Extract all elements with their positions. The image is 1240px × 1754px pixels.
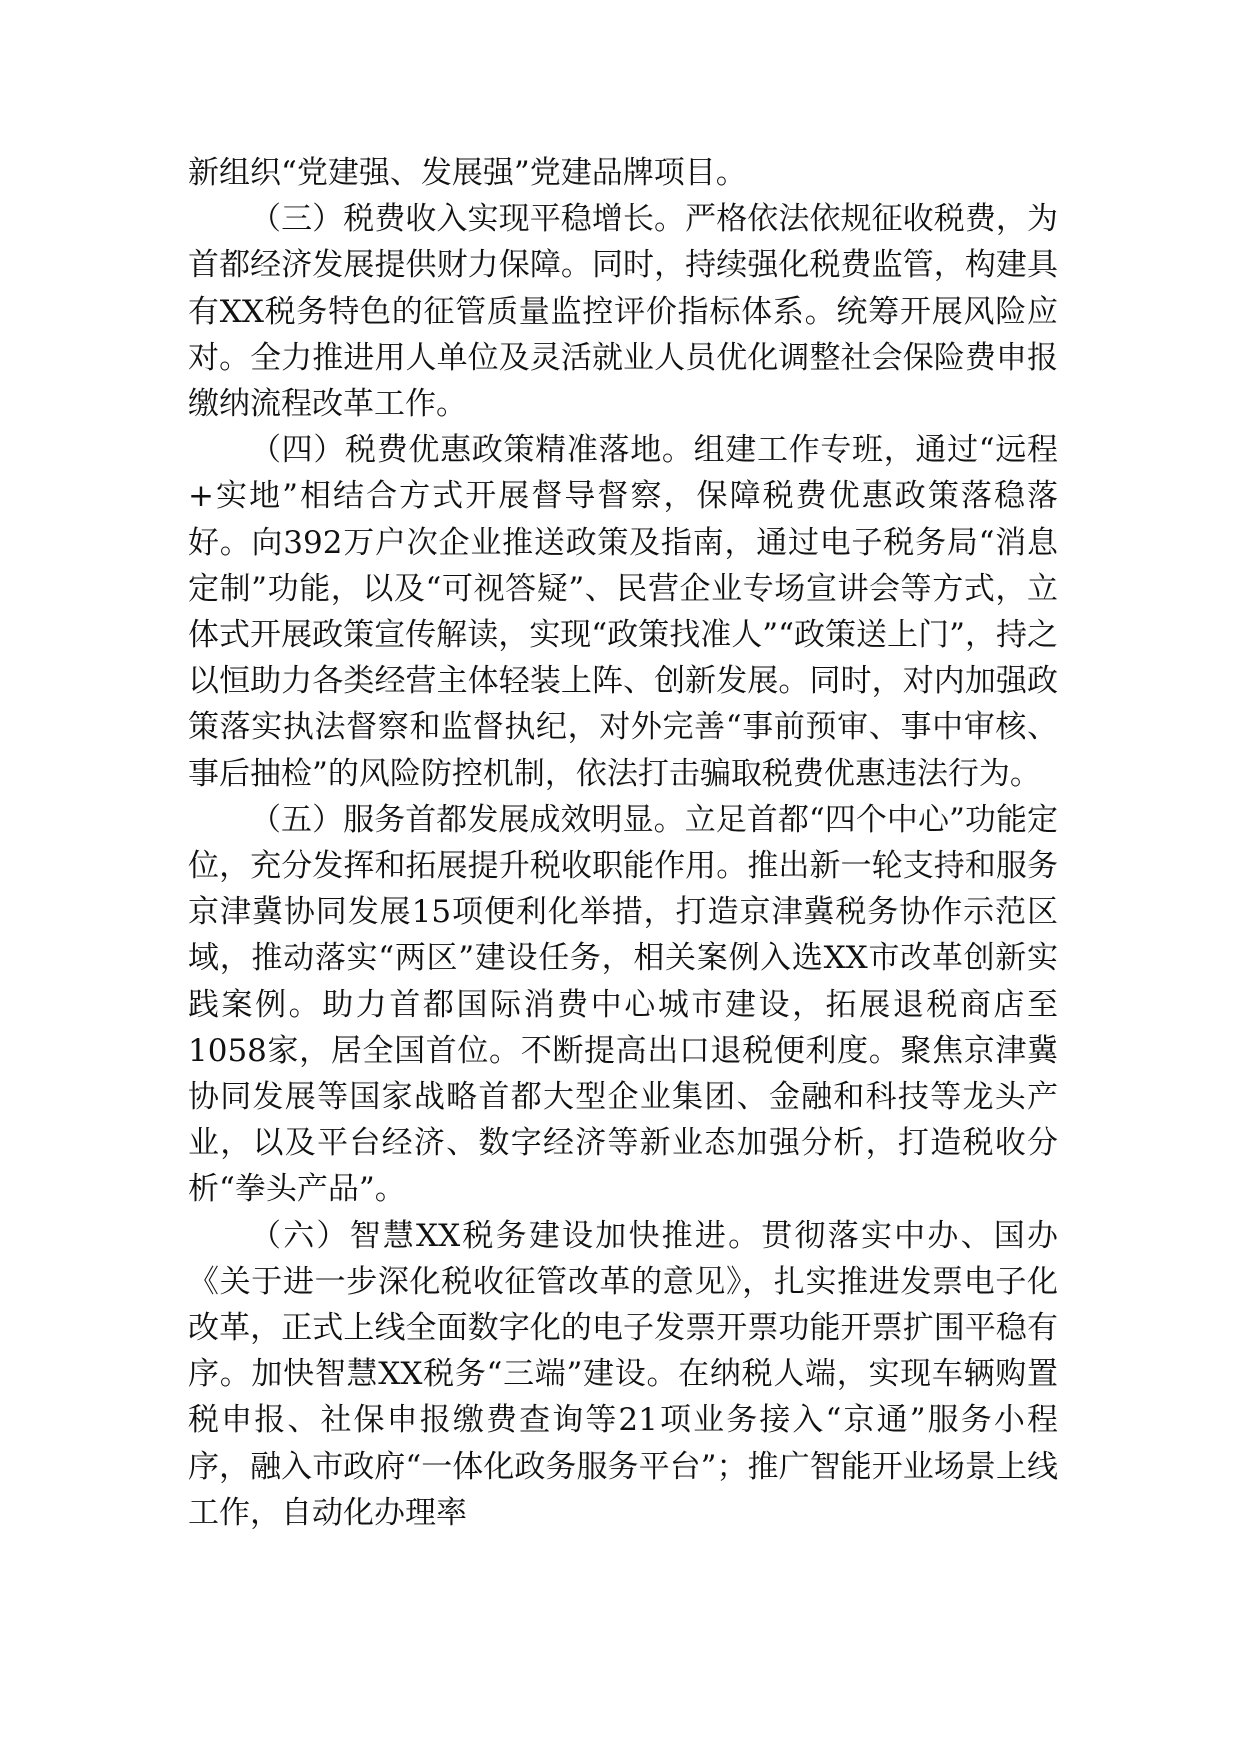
- paragraph-section-3: （三）税费收入实现平稳增长。严格依法依规征收税费，为首都经济发展提供财力保障。同时，持续强化税费监管，构建具有XX税务特色的征管质量监控评价指标体系。统筹开展风险应对。全力推进用人单位及灵活就业人员优化调整社会保险费申报缴纳流程改革工作。: [188, 201, 1058, 423]
- paragraph-continuation: 新组织“党建强、发展强”党建品牌项目。: [188, 155, 747, 191]
- document-body: [188, 150, 1058, 1536]
- paragraph-section-4: （四）税费优惠政策精准落地。组建工作专班，通过“远程+实地”相结合方式开展督导督察，保障税费优惠政策落稳落好。向392万户次企业推送政策及指南，通过电子税务局“消息定制”功能，以及“可视答疑”、民营企业专场宣讲会等方式，立体式开展政策宣传解读，实现“政策找准人”“政策送上门”，持之以恒助力各类经营主体轻装上阵、创新发展。同时，对内加强政策落实执法督察和监督执纪，对外完善“事前预审、事中审核、事后抽检”的风险防控机制，依法打击骗取税费优惠违法行为。: [188, 432, 1058, 792]
- paragraph-section-6: （六）智慧XX税务建设加快推进。贯彻落实中办、国办《关于进一步深化税收征管改革的意见》，扎实推进发票电子化改革，正式上线全面数字化的电子发票开票功能开票扩围平稳有序。加快智慧XX税务“三端”建设。在纳税人端，实现车辆购置税申报、社保申报缴费查询等21项业务接入“京通”服务小程序，融入市政府“一体化政务服务平台”；推广智能开业场景上线工作，自动化办理率: [188, 1217, 1058, 1531]
- paragraph-section-5: （五）服务首都发展成效明显。立足首都“四个中心”功能定位，充分发挥和拓展提升税收职能作用。推出新一轮支持和服务京津冀协同发展15项便利化举措，打造京津冀税务协作示范区域，推动落实“两区”建设任务，相关案例入选XX市改革创新实践案例。助力首都国际消费中心城市建设，拓展退税商店至1058家，居全国首位。不断提高出口退税便利度。聚焦京津冀协同发展等国家战略首都大型企业集团、金融和科技等龙头产业，以及平台经济、数字经济等新业态加强分析，打造税收分析“拳头产品”。: [188, 801, 1058, 1208]
